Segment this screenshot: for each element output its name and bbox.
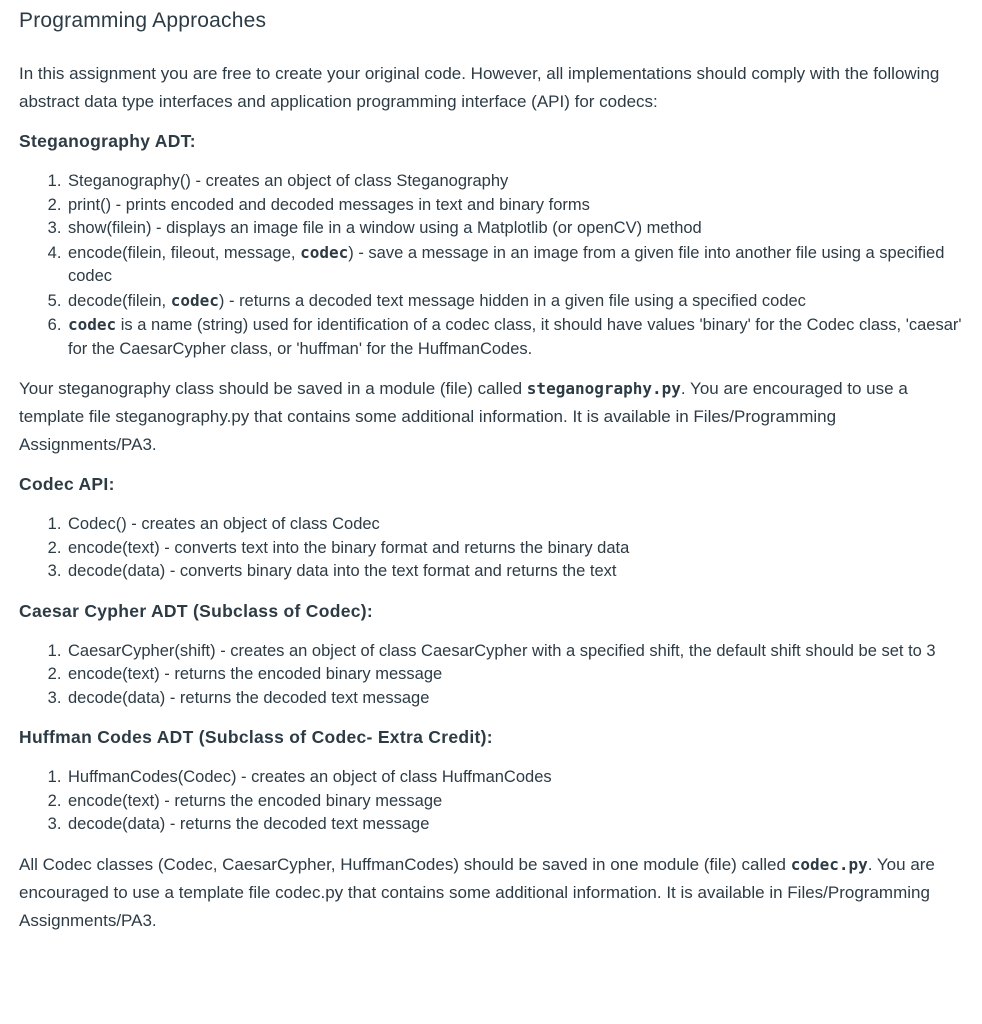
list-item: 1. HuffmanCodes(Codec) - creates an object of class HuffmanCodes xyxy=(66,766,963,790)
para-text: All Codec classes (Codec, CaesarCypher, HuffmanCodes) should be saved in one module (file) called xyxy=(19,854,791,874)
code-term: codec xyxy=(170,290,219,310)
intro-paragraph: In this assignment you are free to create your original code. However, all implementations should comply with the following abstract data type interfaces and application programming interface (API) for codecs: xyxy=(19,64,940,111)
para-text: . You are encouraged to use a template file steganography.py that contains some additional information. It is available in Files/Programming Assignments/PA3. xyxy=(19,379,908,454)
list-item xyxy=(66,241,963,289)
code-term: codec xyxy=(300,242,349,262)
list-item: 3. show(filein) - displays an image file in a window using a Matplotlib (or openCV) method xyxy=(66,217,963,241)
item-text: is a name (string) used for identification of a codec class, it should have values 'binary' for the Codec class, 'caesar' for the CaesarCypher class, or 'huffman' for the HuffmanCodes. xyxy=(68,316,962,358)
list-item: 2. print() - prints encoded and decoded messages in text and binary forms xyxy=(66,194,963,218)
item-text: ) - save a message in an image from a given file into another file using a specified codec xyxy=(68,243,945,285)
codec-api-list xyxy=(19,513,963,584)
steganography-module-paragraph xyxy=(19,375,963,459)
list-item xyxy=(66,313,963,361)
steganography-list xyxy=(19,170,963,361)
item-text: decode(filein, xyxy=(68,291,171,310)
list-item: 3. decode(data) - returns the decoded text message xyxy=(66,687,963,711)
list-item: 2. encode(text) - returns the encoded binary message xyxy=(66,663,963,687)
module-name: steganography.py xyxy=(526,379,681,398)
item-text: ) - returns a decoded text message hidden in a given file using a specified codec xyxy=(218,291,806,310)
module-name: codec.py xyxy=(790,854,868,874)
codec-module-paragraph xyxy=(19,851,963,935)
list-item: 2. encode(text) - returns the encoded binary message xyxy=(66,790,963,814)
huffman-list xyxy=(19,766,963,837)
caesar-heading: Caesar Cypher ADT (Subclass of Codec): xyxy=(19,600,374,621)
page-title: Programming Approaches xyxy=(19,9,267,32)
para-text: . You are encouraged to use a template file codec.py that contains some additional information. It is available in Files/Programming Assignments/PA3. xyxy=(19,854,935,930)
item-text: encode(filein, fileout, message, xyxy=(68,243,301,262)
list-item: 1. Steganography() - creates an object of class Steganography xyxy=(66,170,963,194)
huffman-heading: Huffman Codes ADT (Subclass of Codec- Extra Credit): xyxy=(19,727,493,747)
list-item: 1. Codec() - creates an object of class Codec xyxy=(66,513,963,537)
list-item: 1. CaesarCypher(shift) - creates an object of class CaesarCypher with a specified shift, the default shift should be set to 3 xyxy=(66,640,963,664)
caesar-list xyxy=(19,640,963,711)
codec-api-heading: Codec API: xyxy=(19,474,115,494)
list-item: 3. decode(data) - converts binary data into the text format and returns the text xyxy=(66,560,963,584)
steganography-heading: Steganography ADT: xyxy=(19,131,196,151)
list-item: 3. decode(data) - returns the decoded text message xyxy=(66,813,963,837)
code-term: codec xyxy=(68,315,117,334)
list-item: 2. encode(text) - converts text into the binary format and returns the binary data xyxy=(66,537,963,561)
para-text: Your steganography class should be saved in a module (file) called xyxy=(19,379,527,398)
list-item xyxy=(66,289,963,314)
